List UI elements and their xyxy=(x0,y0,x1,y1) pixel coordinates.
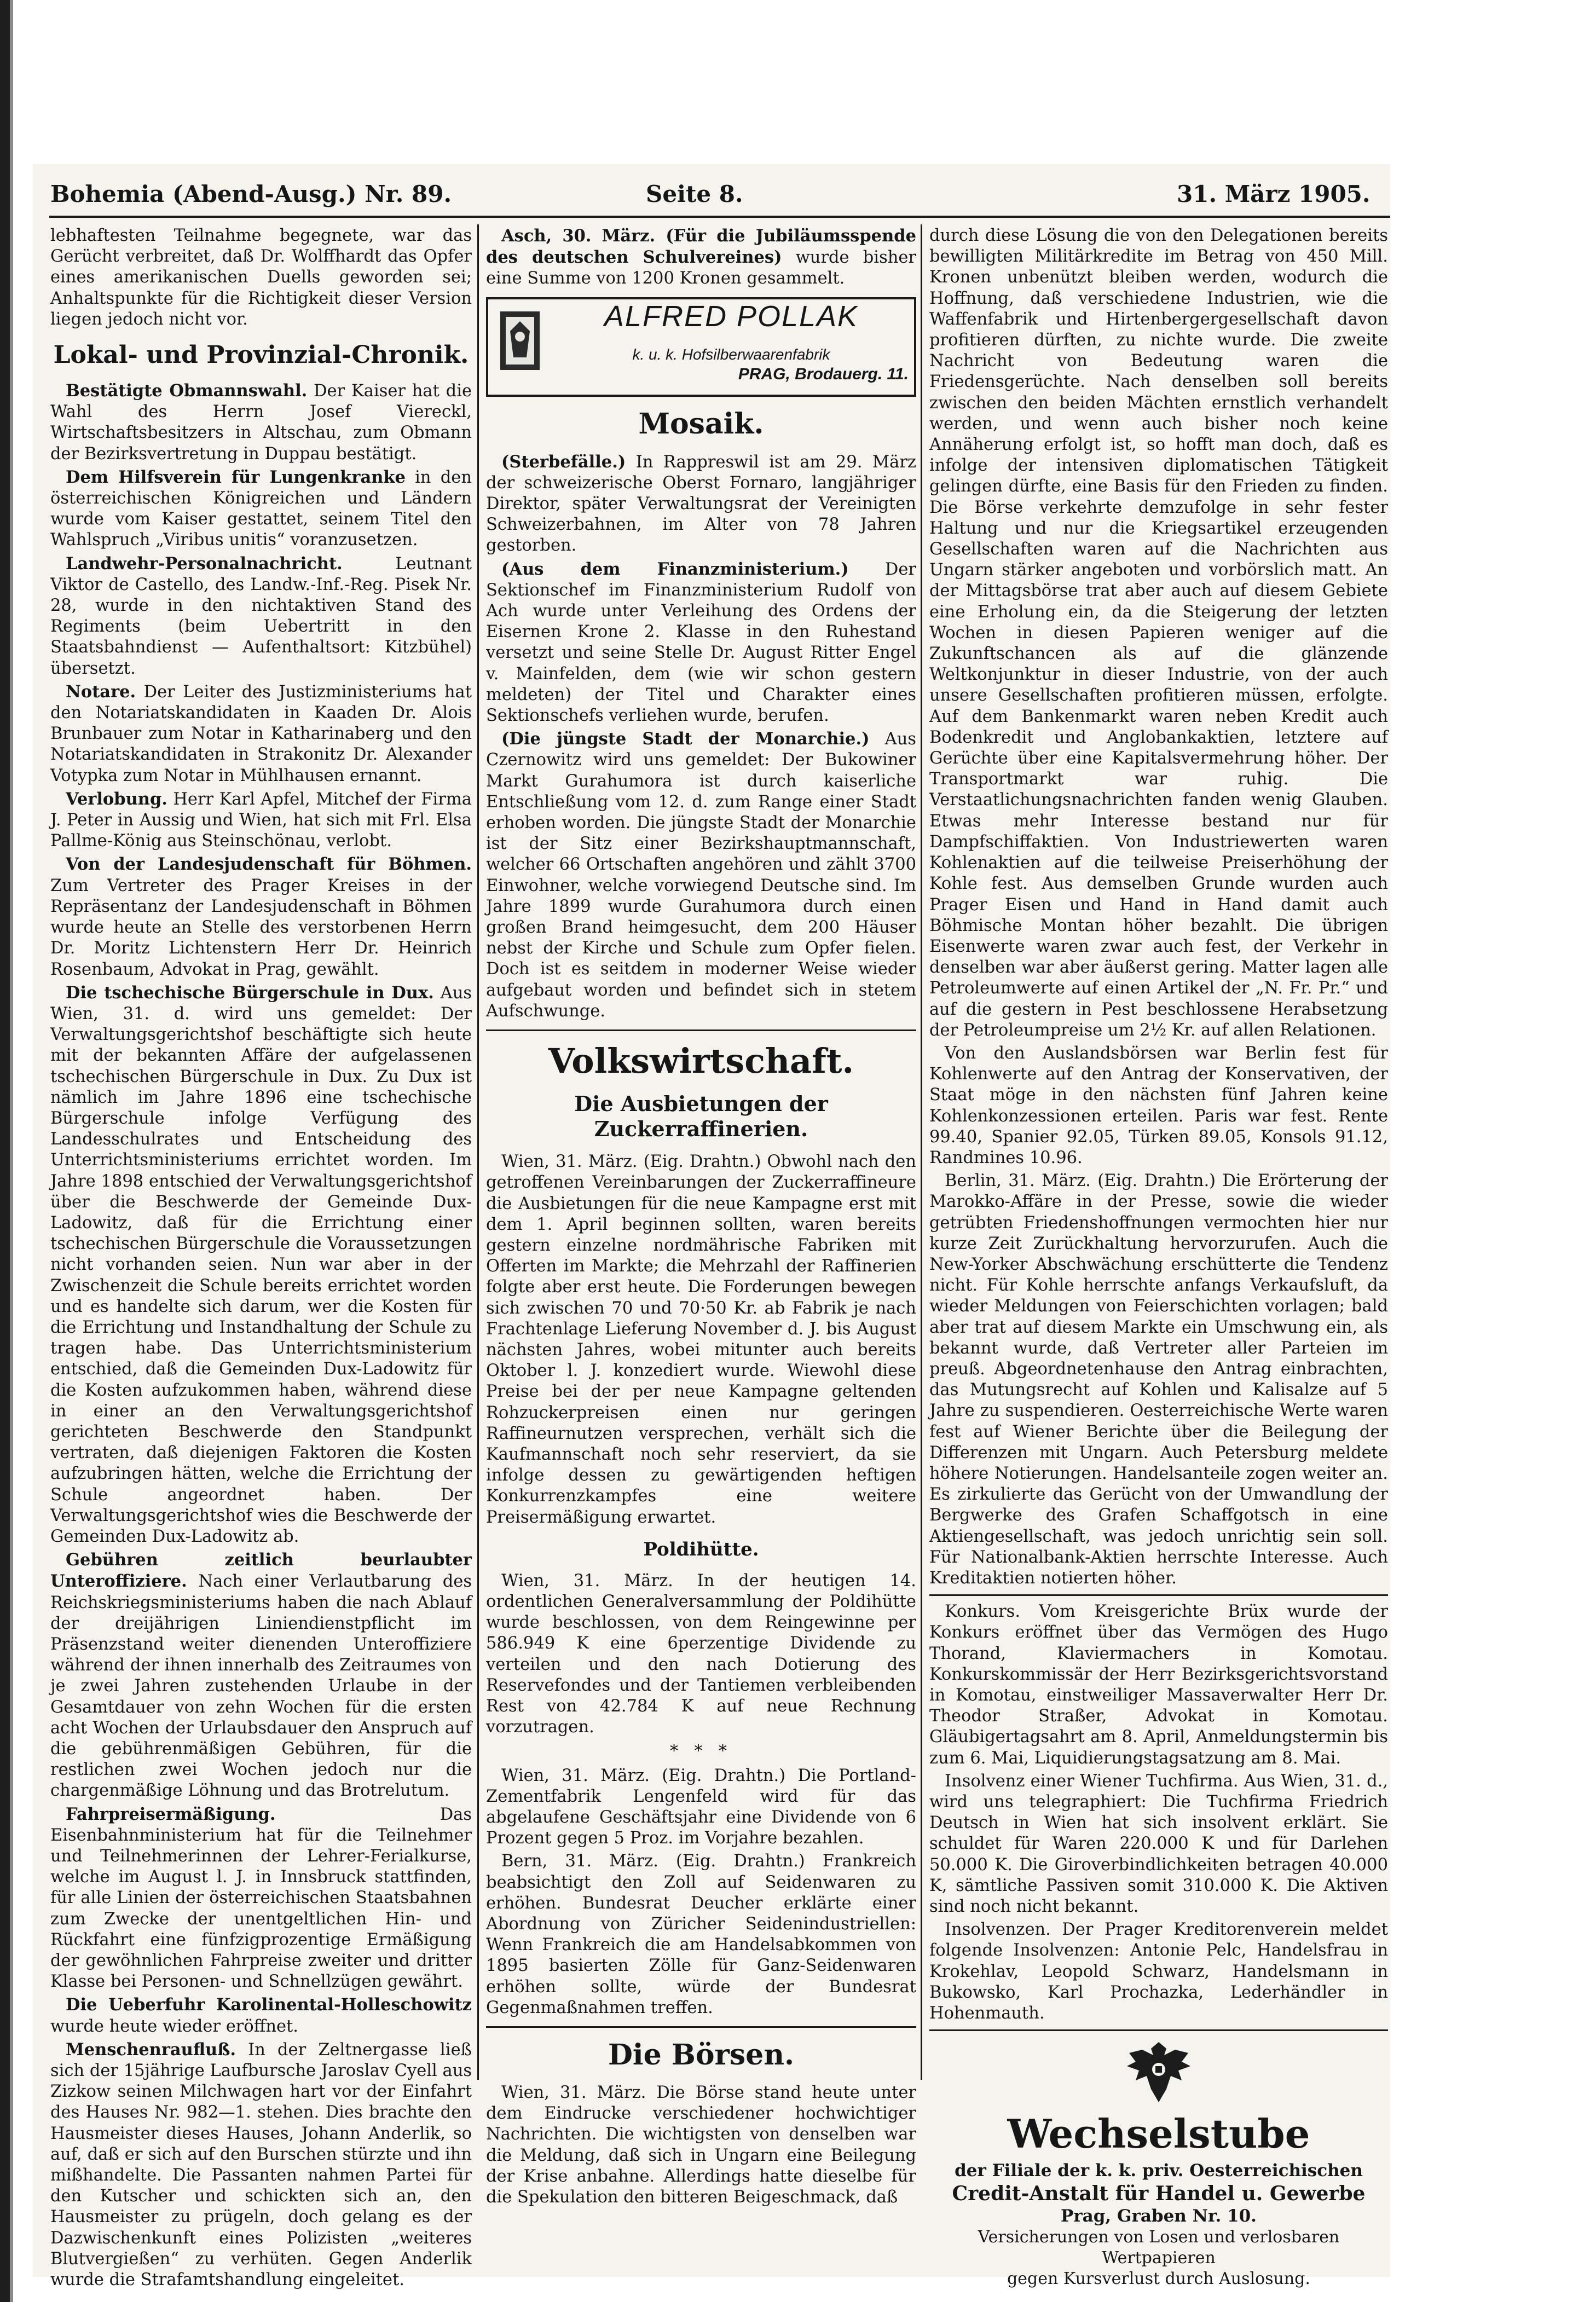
column-2 xyxy=(486,225,916,2210)
page-number: Seite 8. xyxy=(646,181,743,207)
article xyxy=(50,854,472,980)
article-text: Herr Karl Apfel, Mitchef der Firma J. Peter in Aussig und Wien, hat sich mit Frl. Elsa Pallme-König aus Steinschönau, verlobt. xyxy=(50,789,472,851)
article xyxy=(50,1549,472,1801)
article-title-poldi: Poldihütte. xyxy=(643,1538,759,1560)
section-title-mosaik: Mosaik. xyxy=(638,407,764,441)
section-rule xyxy=(486,2026,916,2028)
ad-company-subtitle: k. u. k. Hofsilberwaarenfabrik xyxy=(632,345,830,363)
article xyxy=(486,728,916,1022)
article-text: In Rappreswil ist am 29. März der schweizerische Oberst Fornaro, langjähriger Direktor, später Verwaltungsrat der Vereinigten Schweizerbahnen, im Alter von 78 Jahren gestorben. xyxy=(486,452,916,556)
article-text: in den österreichischen Königreichen und Ländern wurde vom Kaiser gestattet, seinem Titel den Wahlspruch „Viribus unitis“ voranzusetzen. xyxy=(50,467,472,550)
article-text: Aus Wien, 31. d. wird uns gemeldet: Der Verwaltungsgerichtshof beschäftigte sich heute mit der bekannten Affäre der aufgelassenen tschechischen Bürgerschule in Dux. Zu Dux ist nämlich im Jahre 1896 eine tschechische Bürgerschule infolge Verfügung des Landesschulrates und Entscheidung des Unterrichtsministeriums errichtet worden. Im Jahre 1898 entschied der Verwaltungsgerichtshof über die Beschwerde der Gemeinde Dux-Ladowitz, daß für die Errichtung einer tschechischen Bürgerschule die Voraussetzungen nicht vorhanden seien. Nun war aber in der Zwischenzeit die Schule bereits errichtet worden und es handelte sich darum, wer die Kosten für die Errichtung und Instandhaltung der Schule zu tragen habe. Das Unterrichtsministerium entschied, daß die Gemeinden Dux-Ladowitz für die Kosten aufzukommen haben, während diese in einer an den Verwaltungsgerichtshof gerichteten Beschwerde den Standpunkt vertraten, daß diejenigen Faktoren die Kosten aufzubringen hätten, welche die Errichtung der Schule angeordnet haben. Der Verwaltungsgerichtshof wies die Beschwerde der Gemeinden Dux-Ladowitz ab. xyxy=(50,983,472,1546)
article-asch xyxy=(486,225,916,290)
boerse-berlin: Berlin, 31. März. (Eig. Drahtn.) Die Erörterung der Marokko-Affäre in der Presse, sowie die wieder getrübten Friedenshoffnungen vermochten hier nur kurze Zeit Zurückhaltung hervorzurufen. Auch die New-Yorker Abschwächung erschütterte die Tendenz nicht. Für Kohle herrschte anfangs Verkaufsluft, da wieder Meldungen von Feierschichten vorlagen; bald aber trat auf diesem Markte ein Umschwung ein, als bekannt wurde, daß Vertreter aller Parteien im preuß. Abgeordnetenhause den Antrag einbrachten, das Mutungsrecht auf Kohlen und Kalisalze auf 5 Jahre zu suspendieren. Oesterreichische Werte waren fest auf Wiener Berichte über die Beilegung der Differenzen mit Ungarn. Auch Petersburg meldete höhere Notierungen. Handelsanteile zogen weiter an. Es zirkulierte das Gerücht von der Umwandlung der Bergwerke des Grafen Schaffgotsch in eine Aktiengesellschaft, was jedoch unrichtig sein soll. Für Nationalbank-Aktien herrschte Interesse. Auch Kreditaktien notierten höher. xyxy=(929,1171,1388,1588)
article-text: Der Leiter des Justizministeriums hat den Notariatskandidaten in Kaaden Dr. Alois Brunbauer zum Notar in Katharinaberg und den Notariatskandidaten in Strakonitz Dr. Alexander Votypka zum Notar in Mühlhausen ernannt. xyxy=(50,682,472,785)
article-text-bern: Bern, 31. März. (Eig. Drahtn.) Frankreich beabsichtigt den Zoll auf Seidenwaren zu erhöhen. Bundesrat Deucher erklärte einer Abordnung von Züricher Seidenindustriellen: Wenn Frankreich die am Handelsabkommen von 1895 basierten Zölle für Ganz-Seidenwaren erhöhen sollte, würde der Bundesrat Gegenmaßnahmen treffen. xyxy=(486,1852,916,2017)
bank-line-1: der Filiale der k. k. priv. Oesterreichischen xyxy=(955,2161,1363,2181)
article xyxy=(50,982,472,1547)
advertisement-pollak xyxy=(486,297,916,397)
double-eagle-emblem-icon xyxy=(1120,2037,1197,2108)
masthead-left: Bohemia (Abend-Ausg.) Nr. 89. xyxy=(50,181,452,207)
advertisement-wechselstube xyxy=(929,2037,1388,2289)
bank-line-3: Prag, Graben Nr. 10. xyxy=(1061,2206,1257,2226)
article-title: Die Ueberfuhr Karolinental-Holleschowitz xyxy=(66,1995,472,2015)
article-title: (Sterbefälle.) xyxy=(501,452,626,472)
intro-paragraph: lebhaftesten Teilnahme begegnete, war das Gerücht verbreitet, daß Dr. Wolffhardt das Opfer eines amerikanischen Duells geworden sei; Anhaltspunkte für die Richtigkeit dieser Version liegen jedoch nicht vor. xyxy=(50,226,472,329)
bank-title: Wechselstube xyxy=(1007,2110,1310,2158)
article-text: wurde bisher eine Summe von 1200 Kronen gesammelt. xyxy=(486,248,916,288)
header-rule xyxy=(49,216,1390,218)
notice-insolvenzen: Insolvenzen. Der Prager Kreditorenverein meldet folgende Insolvenzen: Antonie Pelc, Handelsfrau in Krokehlav, Leopold Schwarz, Handelsmann in Bukowsko, Karl Prochazka, Lederhändler in Hohenmauth. xyxy=(929,1920,1388,2023)
article-title: Die tschechische Bürgerschule in Dux. xyxy=(66,982,434,1003)
issue-date: 31. März 1905. xyxy=(1177,181,1371,207)
article-title: Gebühren zeitlich beurlaubter Unteroffiziere. xyxy=(50,1550,472,1592)
article-text: Leutnant Viktor de Castello, des Landw.-Inf.-Reg. Pisek Nr. 28, wurde in den nichtaktiven Stand des Regiments (beim Uebertritt in den Staatsbahndienst — Aufenthaltsort: Kitzbühel) übersetzt. xyxy=(50,554,472,678)
article-title: (Die jüngste Stadt der Monarchie.) xyxy=(501,729,870,749)
article-text: Zum Vertreter des Prager Kreises in der Repräsentanz der Landesjudenschaft in Böhmen wurde heute an Stelle des verstorbenen Herrn Dr. Moritz Lichtenstern Herr Dr. Heinrich Rosenbaum, Advokat in Prag, gewählt. xyxy=(50,876,472,979)
article xyxy=(50,789,472,852)
column-1 xyxy=(50,225,472,2293)
notice-konkurs: Konkurs. Vom Kreisgerichte Brüx wurde der Konkurs eröffnet über das Vermögen des Hugo Thorand, Klaviermachers in Komotau. Konkurskommissär der Herr Bezirksgerichtsvorstand in Komotau, einstweiliger Massaverwalter Herr Dr. Theodor Straßer, Advokat in Komotau. Gläubigertagsahrt am 8. April, Anmeldungstermin bis zum 6. Mai, Liquidierungstagsatzung am 8. Mai. xyxy=(929,1602,1388,1768)
article-title-zucker: Die Ausbietungen der Zuckerraffinerien. xyxy=(574,1091,828,1142)
ad-company-address: PRAG, Brodauerg. 11. xyxy=(738,365,909,383)
article xyxy=(50,380,472,465)
article-text: Nach einer Verlautbarung des Reichskriegsministeriums haben die nach Ablauf der dreijährigen Liniendienstpflicht im Präsenzstand weiter dienenden Unteroffiziere während der ihnen innerhalb des Zeitraumes von je zwei Jahren zustehenden Urlaube in der Gesamtdauer von zehn Wochen für die ersten acht Wochen der Urlaubsdauer den Anspruch auf die gebührenmäßigen Gebühren, für die restlichen zwei Wochen jedoch nur die chargenmäßige Löhnung und das Brotrelutum. xyxy=(50,1572,472,1801)
article-title: Notare. xyxy=(66,681,136,702)
article-title: Dem Hilfsverein für Lungenkranke xyxy=(66,467,406,487)
article-text: Der Kaiser hat die Wahl des Herrn Josef Viereckl, Wirtschaftsbesitzers in Altschau, zum Obmann der Bezirksvertretung in Duppau bestätigt. xyxy=(50,381,472,464)
article-text: Das Eisenbahnministerium hat für die Teilnehmer und Teilnehmerinnen der Lehrer-Ferialkurse, welche im August l. J. in Innsbruck stattfinden, für alle Linien der österreichischen Staatsbahnen zum Zwecke der unentgeltlichen Hin- und Rückfahrt eine fünfzigprozentige Ermäßigung der gewöhnlichen Fahrpreise zweiter und dritter Klasse bei Personen- und Schnellzügen gewährt. xyxy=(50,1804,472,1992)
section-rule xyxy=(486,1029,916,1031)
article-text-poldi: Wien, 31. März. In der heutigen 14. ordentlichen Generalversammlung der Poldihütte wurde beschlossen, von dem Reingewinne per 586.949 K eine 6perzentige Dividende zu verteilen und den nach Dotierung des Reservefondes und der Tantiemen verbleibenden Rest von 42.784 K auf neue Rechnung vorzutragen. xyxy=(486,1571,916,1737)
section-rule xyxy=(929,1594,1388,1596)
article xyxy=(50,2039,472,2291)
article-title: (Aus dem Finanzministerium.) xyxy=(501,559,849,579)
article-title: Asch, 30. März. (Für die Jubiläumsspende des deutschen Schulvereines) xyxy=(486,226,916,268)
boerse-continued-1: durch diese Lösung die von den Delegationen bereits bewilligten Militärkredite im Betrag von 450 Mill. Kronen unbenützt bleiben werden, wodurch die Hoffnung, daß verschiedene Industrien, wie die Waffenfabrik und Hirtenbergergesellschaft davon profitieren dürften, zu nichte wurde. Die zweite Nachricht von Bedeutung waren die Friedensgerüchte. Nach denselben soll bereits zwischen den beiden Mächten ernstlich verhandelt werden, und wenn auch bisher noch keine Annäherung erfolgt ist, so hofft man doch, daß es infolge der intensiven diplomatischen Tätigkeit gelingen dürfte, eine Basis für den Frieden zu finden. Die Börse verkehrte demzufolge in sehr fester Haltung und nur die Kriegsartikel erzeugenden Gesellschaften waren auf die Nachrichten aus Ungarn stärker angeboten und vorbörslich matt. An der Mittagsbörse trat aber auch auf diesem Gebiete eine Erholung ein, da die Steigerung der letzten Wochen in diesen Papieren weniger auf die Zukunftschancen als auf die glänzende Weltkonjunktur in dieser Industrie, von der auch unsere Gesellschaften profitieren müssen, erfolgte. Auf dem Bankenmarkt waren neben Kredit auch Bodenkredit und Anglobankaktien, letztere auf Gerüchte über eine Kapitalsvermehrung höher. Der Transportmarkt war ruhig. Die Verstaatlichungsnachrichten fanden wenig Glauben. Etwas mehr Interesse bestand nur für Dampfschiffaktien. Von Industriewerten waren Kohlenaktien auf die teilweise Preiserhöhung der Kohle fest. Aus demselben Grunde wurden auch Prager Eisen und Hand in Hand damit auch Böhmische Montan höher bezahlt. Die übrigen Eisenwerte waren zwar auch fest, der Verkehr in denselben war aber äußerst gering. Matter lagen alle Petroleumwerte auf einen Artikel der „N. Fr. Pr.“ und auf die gestern in Pest beschlossene Herabsetzung der Petroleumpreise um 2½ Kr. auf allen Relationen. xyxy=(929,226,1388,1040)
article-title: Bestätigte Obmannswahl. xyxy=(66,381,308,401)
bank-line-2: Credit-Anstalt für Handel u. Gewerbe xyxy=(952,2182,1366,2206)
article xyxy=(50,553,472,679)
article xyxy=(50,467,472,551)
article-text-portland: Wien, 31. März. (Eig. Drahtn.) Die Portland-Zementfabrik Lengenfeld wird für das abgelaufene Geschäftsjahr eine Dividende von 6 Prozent gegen 5 Proz. im Vorjahre bezahlen. xyxy=(486,1766,916,1848)
section-title-boersen: Die Börsen. xyxy=(608,2038,795,2072)
article xyxy=(50,1804,472,1993)
article-title: Verlobung. xyxy=(66,789,167,809)
article-text: wurde heute wieder eröffnet. xyxy=(50,2016,299,2036)
bank-line-4: Versicherungen von Losen und verlosbaren Wertpapieren xyxy=(978,2228,1340,2268)
scan-edge-shadow xyxy=(10,0,13,2302)
article xyxy=(50,681,472,786)
column-3 xyxy=(929,225,1388,2289)
article-title: Landwehr-Personalnachricht. xyxy=(66,553,343,574)
article-text: Aus Czernowitz wird uns gemeldet: Der Bukowiner Markt Gurahumora ist durch kaiserliche Entschließung vom 12. d. zum Range einer Stadt erhoben worden. Die jüngste Stadt der Monarchie ist der Sitz einer Bezirkshauptmannschaft, welcher 66 Ortschaften angehören und zählt 3700 Einwohner, welche vorwiegend Deutsche sind. Im Jahre 1899 wurde Gurahumora durch einen großen Brand heimgesucht, dem 200 Häuser nebst der Kirche und Schule zum Opfer fielen. Doch ist es seitdem in moderner Weise wieder aufgebaut worden und befindet sich in stetem Aufschwunge. xyxy=(486,730,916,1021)
article xyxy=(50,1994,472,2037)
section-title-volkswirtschaft: Volkswirtschaft. xyxy=(548,1041,854,1081)
article-text: Der Sektionschef im Finanzministerium Rudolf von Ach wurde unter Verleihung des Ordens der Eisernen Krone 2. Klasse in den Ruhestand versetzt und seine Stelle Dr. August Ritter Engel v. Mainfelden, dem (wie wir schon gestern meldeten) der Titel und Charakter eines Sektionschefs verliehen wurde, berufen. xyxy=(486,559,916,726)
article-text: In der Zeltnergasse ließ sich der 15jährige Laufbursche Jaroslav Cyell aus Zizkow seinen Milchwagen hart vor der Einfahrt des Hauses Nr. 982—1. stehen. Dies brachte den Hausmeister dieses Hauses, Johann Anderlik, so auf, daß er sich auf den Burschen stürzte und ihn mißhandelte. Die Passanten nahmen Partei für den Kutscher und schickten sich an, den Hausmeister zu prügeln, doch gelang es der Dazwischenkunft eines Polizisten „weiteres Blutvergießen“ zu verhüten. Gegen Anderlik wurde die Strafamtshandlung eingeleitet. xyxy=(50,2040,472,2290)
column-divider-2 xyxy=(921,224,922,2080)
section-title-lokal: Lokal- und Provinzial-Chronik. xyxy=(53,341,469,369)
crest-icon xyxy=(498,309,542,372)
article-text-zucker: Wien, 31. März. (Eig. Drahtn.) Obwohl nach den getroffenen Vereinbarungen der Zuckerraffineure die Ausbietungen für die neue Kampagne erst mit dem 1. April beginnen sollten, waren bereits gestern einzelne nordmährische Fabriken mit Offerten im Markte; die Mehrzahl der Raffinerien folgte aber erst heute. Die Forderungen bewegen sich zwischen 70 und 70·50 Kr. ab Fabrik je nach Frachtenlage Lieferung November d. J. bis August nächsten Jahres, wobei mitunter auch bereits Oktober l. J. konzediert wurde. Wiewohl diese Preise bei der per neue Kampagne geltenden Rohzuckerpreisen einen nur geringen Raffineurnutzen versprechen, verhält sich die Kaufmannschaft noch sehr reserviert, da sie infolge dessen zu gewärtigenden heftigen Konkurrenzkampfes eine weitere Preisermäßigung erwartet. xyxy=(486,1152,916,1527)
section-rule xyxy=(929,2029,1388,2031)
article-title: Von der Landesjudenschaft für Böhmen. xyxy=(66,854,472,875)
column-divider-1 xyxy=(477,224,479,2080)
bank-line-5: gegen Kursverlust durch Auslosung. xyxy=(1007,2269,1310,2289)
article xyxy=(486,452,916,557)
notice-insolvenz: Insolvenz einer Wiener Tuchfirma. Aus Wien, 31. d., wird uns telegraphiert: Die Tuchfirma Friedrich Deutsch in Wien hat sich insolvent erklärt. Sie schuldet für Waren 220.000 K und für Darlehen 50.000 K. Die Giroverbindlichkeiten betragen 40.000 K, sämtliche Passiven somit 310.000 K. Die Aktiven sind noch nicht bekannt. xyxy=(929,1771,1388,1917)
article-title: Fahrpreisermäßigung. xyxy=(66,1804,276,1824)
article-text-boerse: Wien, 31. März. Die Börse stand heute unter dem Eindrucke verschiedener hochwichtiger Nachrichten. Die wichtigsten von denselben war die Meldung, daß sich in Ungarn eine Beilegung der Krise anbahne. Allerdings hatte dieselbe für die Spekulation den bitteren Beigeschmack, daß xyxy=(486,2083,916,2207)
separator-stars: * * * xyxy=(669,1742,733,1761)
boerse-continued-2: Von den Auslandsbörsen war Berlin fest für Kohlenwerte auf den Antrag der Konservativen, der Staat möge in den nächsten fünf Jahren keine Kohlenkonzessionen erteilen. Paris war fest. Rente 99.40, Spanier 92.05, Türken 89.05, Konsols 91.12, Randmines 10.96. xyxy=(929,1043,1388,1167)
scan-edge xyxy=(0,0,10,2302)
article xyxy=(486,559,916,727)
ad-company-name: ALFRED POLLAK xyxy=(604,299,859,333)
article-title: Menschenraufluß. xyxy=(66,2039,236,2060)
